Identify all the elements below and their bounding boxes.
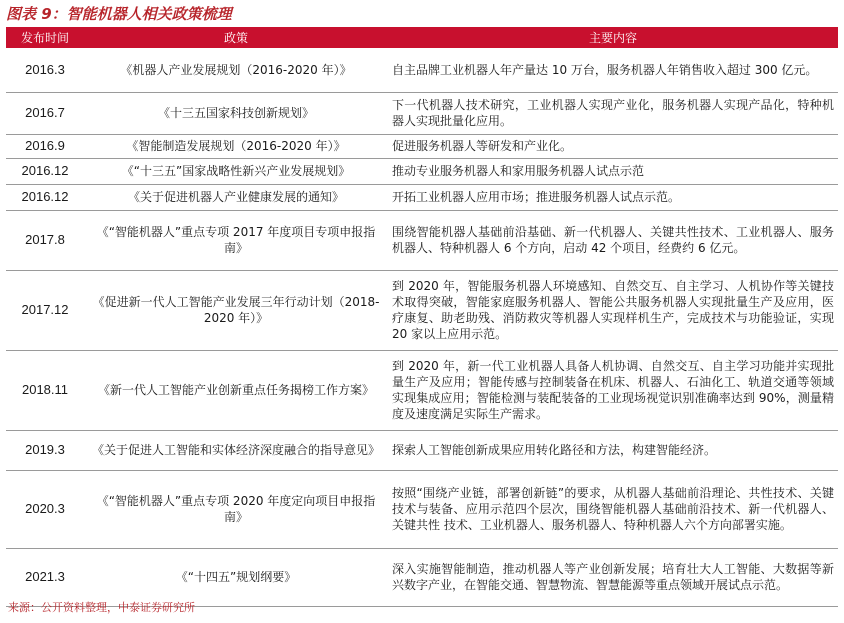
row-content: 推动专业服务机器人和家用服务机器人试点示范 xyxy=(388,158,838,184)
policy-table xyxy=(6,27,838,607)
row-content: 促进服务机器人等研发和产业化。 xyxy=(388,134,838,158)
row-date: 2016.3 xyxy=(6,48,84,92)
header-policy: 政策 xyxy=(84,27,388,48)
row-date: 2016.7 xyxy=(6,92,84,134)
row-policy: 《机器人产业发展规划（2016-2020 年）》 xyxy=(84,48,388,92)
row-policy: 《关于促进机器人产业健康发展的通知》 xyxy=(84,184,388,210)
header-date: 发布时间 xyxy=(6,27,84,48)
row-policy: 《智能制造发展规划（2016-2020 年）》 xyxy=(84,134,388,158)
header-content: 主要内容 xyxy=(388,27,838,48)
row-policy: 《“智能机器人”重点专项 2020 年度定向项目申报指南》 xyxy=(84,470,388,548)
row-content: 深入实施智能制造，推动机器人等产业创新发展；培育壮大人工智能、大数据等新兴数字产业，在智能交通、智慧物流、智慧能源等重点领域开展试点示范。 xyxy=(388,548,838,606)
row-content: 自主品牌工业机器人年产量达 10 万台，服务机器人年销售收入超过 300 亿元。 xyxy=(388,48,838,92)
table-row xyxy=(6,270,838,350)
table-row xyxy=(6,158,838,184)
row-policy: 《“十四五”规划纲要》 xyxy=(84,548,388,606)
table-row xyxy=(6,210,838,270)
table-header-row xyxy=(6,27,838,48)
table-row xyxy=(6,184,838,210)
row-date: 2016.12 xyxy=(6,158,84,184)
table-row xyxy=(6,430,838,470)
row-date: 2016.12 xyxy=(6,184,84,210)
table-row xyxy=(6,134,838,158)
table-row xyxy=(6,48,838,92)
row-date: 2020.3 xyxy=(6,470,84,548)
row-content: 按照“围绕产业链，部署创新链”的要求，从机器人基础前沿理论、共性技术、关键技术与装备、应用示范四个层次，围绕智能机器人基础前沿技术、新一代机器人、关键共性 技术、工业机器人、服务机器人、特种机器人六个方向部署实施。 xyxy=(388,470,838,548)
table-row xyxy=(6,92,838,134)
row-policy: 《促进新一代人工智能产业发展三年行动计划（2018-2020 年）》 xyxy=(84,270,388,350)
row-content: 到 2020 年，新一代工业机器人具备人机协调、自然交互、自主学习功能并实现批量生产及应用；智能传感与控制装备在机床、机器人、石油化工、轨道交通等领域实现集成应用；智能检测与装配装备的工业现场视觉识别准确率达到 90%，测量精度及速度满足实际生产需求。 xyxy=(388,350,838,430)
row-policy: 《新一代人工智能产业创新重点任务揭榜工作方案》 xyxy=(84,350,388,430)
figure-title: 图表 9：智能机器人相关政策梳理 xyxy=(6,5,232,23)
table-row xyxy=(6,350,838,430)
row-date: 2019.3 xyxy=(6,430,84,470)
row-content: 下一代机器人技术研究，工业机器人实现产业化，服务机器人实现产品化，特种机器人实现批量化应用。 xyxy=(388,92,838,134)
row-date: 2017.12 xyxy=(6,270,84,350)
row-date: 2016.9 xyxy=(6,134,84,158)
row-content: 到 2020 年，智能服务机器人环境感知、自然交互、自主学习、人机协作等关键技术取得突破，智能家庭服务机器人、智能公共服务机器人实现批量生产及应用，医疗康复、助老助残、消防救灾等机器人实现样机生产，完成技术与功能验证，实现 20 家以上应用示范。 xyxy=(388,270,838,350)
row-content: 开拓工业机器人应用市场；推进服务机器人试点示范。 xyxy=(388,184,838,210)
source-note: 来源：公开资料整理，中泰证券研究所 xyxy=(8,601,195,614)
row-date: 2021.3 xyxy=(6,548,84,606)
table-row xyxy=(6,470,838,548)
row-date: 2018.11 xyxy=(6,350,84,430)
row-content: 围绕智能机器人基础前沿基础、新一代机器人、关键共性技术、工业机器人、服务机器人、特种机器人 6 个方向，启动 42 个项目，经费约 6 亿元。 xyxy=(388,210,838,270)
row-policy: 《“十三五”国家战略性新兴产业发展规划》 xyxy=(84,158,388,184)
row-policy: 《“智能机器人”重点专项 2017 年度项目专项申报指南》 xyxy=(84,210,388,270)
table-row xyxy=(6,548,838,606)
row-policy: 《关于促进人工智能和实体经济深度融合的指导意见》 xyxy=(84,430,388,470)
row-policy: 《十三五国家科技创新规划》 xyxy=(84,92,388,134)
row-content: 探索人工智能创新成果应用转化路径和方法，构建智能经济。 xyxy=(388,430,838,470)
row-date: 2017.8 xyxy=(6,210,84,270)
